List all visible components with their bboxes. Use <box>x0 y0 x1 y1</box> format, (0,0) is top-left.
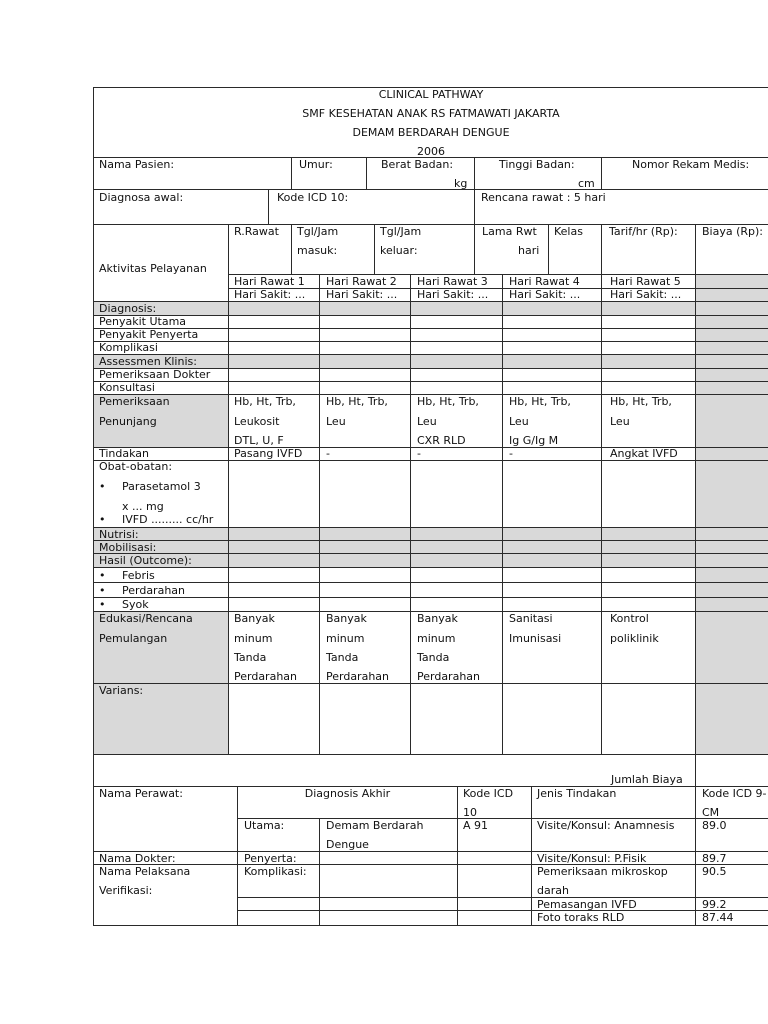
procedure-mikroskop: Pemeriksaan mikroskop <box>537 865 668 878</box>
row-nutrisi: Nutrisi: <box>99 528 139 541</box>
row-pemulangan: Pemulangan <box>99 632 168 645</box>
label-diagnosa-awal: Diagnosa awal: <box>99 191 184 204</box>
row-pemeriksaan: Pemeriksaan <box>99 395 170 408</box>
row-penunjang: Penunjang <box>99 415 157 428</box>
vline <box>319 274 320 754</box>
hline <box>237 818 768 819</box>
edukasi-d5-l1: Kontrol <box>610 612 649 625</box>
label-tgl-masuk: Tgl/Jam <box>297 225 339 238</box>
bullet-icon: • <box>99 598 106 611</box>
day-4-sakit: Hari Sakit: ... <box>509 288 581 301</box>
row-hasil: Hasil (Outcome): <box>99 554 192 567</box>
procedure-mikroskop-code: 90.5 <box>702 865 727 878</box>
hline <box>94 754 768 755</box>
label-tarif: Tarif/hr (Rp): <box>609 225 678 238</box>
procedure-anamnesis: Visite/Konsul: Anamnesis <box>537 819 675 832</box>
edukasi-d3-l3: Tanda <box>417 651 450 664</box>
label-jenis-tindakan: Jenis Tindakan <box>537 787 617 800</box>
edukasi-d2-l3: Tanda <box>326 651 359 664</box>
hline <box>228 288 768 289</box>
day-3-sakit: Hari Sakit: ... <box>417 288 489 301</box>
label-kode-icd9: Kode ICD 9- <box>702 787 767 800</box>
procedure-pfisik: Visite/Konsul: P.Fisik <box>537 852 647 865</box>
penunjang-d4-l2: Leu <box>509 415 529 428</box>
border-bottom <box>93 925 768 926</box>
penunjang-d5-l2: Leu <box>610 415 630 428</box>
obat-parasetamol: Parasetamol 3 <box>122 480 201 493</box>
row-obat: Obat-obatan: <box>99 460 173 473</box>
vline <box>601 157 602 190</box>
vline <box>474 189 475 224</box>
vline <box>601 224 602 754</box>
day-1-sakit: Hari Sakit: ... <box>234 288 306 301</box>
tindakan-d3: - <box>417 447 421 460</box>
hline <box>94 597 768 598</box>
header-year: 2006 <box>417 145 445 158</box>
label-tgl-masuk-2: masuk: <box>297 244 338 257</box>
row-pemeriksaan-dokter: Pemeriksaan Dokter <box>99 368 211 381</box>
label-nama-pelaksana: Nama Pelaksana <box>99 865 191 878</box>
label-cm: cm <box>578 177 595 190</box>
label-jumlah-biaya: Jumlah Biaya <box>611 773 683 786</box>
tindakan-d5: Angkat IVFD <box>610 447 678 460</box>
penunjang-d2-l1: Hb, Ht, Trb, <box>326 395 388 408</box>
label-nama-pasien: Nama Pasien: <box>99 158 175 171</box>
header-disease: DEMAM BERDARAH DENGUE <box>352 126 510 139</box>
shade-diagnosis-row <box>94 302 768 315</box>
label-komplikasi: Komplikasi: <box>244 865 307 878</box>
hline <box>94 341 768 342</box>
penunjang-d4-l1: Hb, Ht, Trb, <box>509 395 571 408</box>
row-mobilisasi: Mobilisasi: <box>99 541 157 554</box>
hline <box>228 274 768 275</box>
vline <box>474 157 475 190</box>
edukasi-d5-l2: poliklinik <box>610 632 659 645</box>
hline <box>237 910 768 911</box>
row-konsultasi: Konsultasi <box>99 381 155 394</box>
border-left <box>93 87 94 925</box>
vline <box>695 224 696 925</box>
label-nomor-rekam-medis: Nomor Rekam Medis: <box>632 158 750 171</box>
penunjang-d1-l3: DTL, U, F <box>234 434 284 447</box>
header-title: CLINICAL PATHWAY <box>378 88 484 101</box>
procedure-ivfd-code: 99.2 <box>702 898 727 911</box>
vline <box>374 224 375 274</box>
hline <box>237 897 768 898</box>
day-4-rawat: Hari Rawat 4 <box>509 275 580 288</box>
penunjang-d4-l3: Ig G/Ig M <box>509 434 559 447</box>
label-rencana-rawat: Rencana rawat : 5 hari <box>481 191 606 204</box>
label-umur: Umur: <box>299 158 333 171</box>
label-kode-icd: Kode ICD 10: <box>277 191 349 204</box>
penunjang-d3-l1: Hb, Ht, Trb, <box>417 395 479 408</box>
label-kode-icd9-b: CM <box>702 806 720 819</box>
vline <box>291 157 292 190</box>
vline <box>268 189 269 224</box>
shade-biaya-column <box>695 274 768 754</box>
edukasi-d1-l3: Tanda <box>234 651 267 664</box>
penunjang-d1-l1: Hb, Ht, Trb, <box>234 395 296 408</box>
penunjang-d5-l1: Hb, Ht, Trb, <box>610 395 672 408</box>
bullet-icon: • <box>99 513 106 526</box>
hasil-perdarahan: Perdarahan <box>122 584 186 597</box>
label-tgl-keluar-2: keluar: <box>380 244 418 257</box>
hline <box>94 460 768 461</box>
procedure-toraks-code: 87.44 <box>702 911 734 924</box>
label-utama: Utama: <box>244 819 285 832</box>
value-icd-a91: A 91 <box>463 819 489 832</box>
label-hari: hari <box>518 244 540 257</box>
hline <box>94 567 768 568</box>
hline <box>94 851 768 852</box>
edukasi-d1-l2: minum <box>234 632 273 645</box>
label-berat-badan: Berat Badan: <box>381 158 454 171</box>
vline <box>474 224 475 274</box>
label-lama-rawat: Lama Rwt <box>482 225 537 238</box>
label-r-rawat: R.Rawat <box>234 225 279 238</box>
row-assessmen: Assessmen Klinis: <box>99 355 197 368</box>
hline <box>94 540 768 541</box>
label-kode-icd-10-b: 10 <box>463 806 477 819</box>
label-tinggi-badan: Tinggi Badan: <box>499 158 575 171</box>
label-diagnosis-akhir: Diagnosis Akhir <box>304 787 391 800</box>
edukasi-d4-l2: Imunisasi <box>509 632 562 645</box>
edukasi-d2-l4: Perdarahan <box>326 670 390 683</box>
row-diagnosis: Diagnosis: <box>99 302 157 315</box>
row-edukasi: Edukasi/Rencana <box>99 612 193 625</box>
shade-hasil-row <box>94 554 768 568</box>
row-tindakan: Tindakan <box>99 447 150 460</box>
edukasi-d1-l1: Banyak <box>234 612 275 625</box>
procedure-pfisik-code: 89.7 <box>702 852 727 865</box>
edukasi-d2-l1: Banyak <box>326 612 367 625</box>
day-2-sakit: Hari Sakit: ... <box>326 288 398 301</box>
bullet-icon: • <box>99 584 106 597</box>
vline <box>457 786 458 925</box>
day-3-rawat: Hari Rawat 3 <box>417 275 488 288</box>
row-penyakit-penyerta: Penyakit Penyerta <box>99 328 199 341</box>
hline <box>94 683 768 684</box>
label-aktivitas-pelayanan: Aktivitas Pelayanan <box>99 262 207 275</box>
row-varians: Varians: <box>99 684 144 697</box>
row-penyakit-utama: Penyakit Utama <box>99 315 187 328</box>
label-biaya: Biaya (Rp): <box>702 225 764 238</box>
edukasi-d3-l4: Perdarahan <box>417 670 481 683</box>
hline <box>94 189 768 190</box>
penunjang-d2-l2: Leu <box>326 415 346 428</box>
tindakan-d1: Pasang IVFD <box>234 447 303 460</box>
procedure-ivfd: Pemasangan IVFD <box>537 898 637 911</box>
value-diagnosis-utama-2: Dengue <box>326 838 369 851</box>
vline <box>366 157 367 190</box>
edukasi-d2-l2: minum <box>326 632 365 645</box>
label-kode-icd-10: Kode ICD <box>463 787 514 800</box>
hline <box>94 301 768 302</box>
day-2-rawat: Hari Rawat 2 <box>326 275 397 288</box>
label-nama-dokter: Nama Dokter: <box>99 852 176 865</box>
hasil-febris: Febris <box>122 569 155 582</box>
vline <box>237 786 238 925</box>
obat-ivfd: IVFD ......... cc/hr <box>122 513 214 526</box>
procedure-mikroskop-2: darah <box>537 884 569 897</box>
hline <box>94 553 768 554</box>
value-diagnosis-utama: Demam Berdarah <box>326 819 424 832</box>
vline <box>531 786 532 925</box>
vline <box>228 224 229 754</box>
procedure-toraks: Foto toraks RLD <box>537 911 625 924</box>
penunjang-d3-l3: CXR RLD <box>417 434 466 447</box>
vline <box>291 224 292 274</box>
edukasi-d4-l1: Sanitasi <box>509 612 553 625</box>
procedure-anamnesis-code: 89.0 <box>702 819 727 832</box>
label-verifikasi: Verifikasi: <box>99 884 153 897</box>
edukasi-d3-l1: Banyak <box>417 612 458 625</box>
hline <box>94 315 768 316</box>
hline <box>94 381 768 382</box>
penunjang-d3-l2: Leu <box>417 415 437 428</box>
day-5-sakit: Hari Sakit: ... <box>610 288 682 301</box>
vline <box>319 818 320 925</box>
edukasi-d3-l2: minum <box>417 632 456 645</box>
day-1-rawat: Hari Rawat 1 <box>234 275 305 288</box>
header-hospital: SMF KESEHATAN ANAK RS FATMAWATI JAKARTA <box>302 107 560 120</box>
hline <box>94 582 768 583</box>
day-5-rawat: Hari Rawat 5 <box>610 275 681 288</box>
edukasi-d1-l4: Perdarahan <box>234 670 298 683</box>
tindakan-d4: - <box>509 447 513 460</box>
bullet-icon: • <box>99 569 106 582</box>
vline <box>548 224 549 274</box>
tindakan-d2: - <box>326 447 330 460</box>
vline <box>410 274 411 754</box>
penunjang-d1-l2: Leukosit <box>234 415 280 428</box>
obat-parasetamol-dose: x ... mg <box>122 500 164 513</box>
hasil-syok: Syok <box>122 598 149 611</box>
label-penyerta: Penyerta: <box>244 852 297 865</box>
label-kelas: Kelas <box>554 225 583 238</box>
label-tgl-keluar: Tgl/Jam <box>380 225 422 238</box>
label-kg: kg <box>454 177 468 190</box>
row-komplikasi: Komplikasi <box>99 341 158 354</box>
hline <box>94 527 768 528</box>
label-nama-perawat: Nama Perawat: <box>99 787 183 800</box>
bullet-icon: • <box>99 480 106 493</box>
vline <box>502 274 503 754</box>
